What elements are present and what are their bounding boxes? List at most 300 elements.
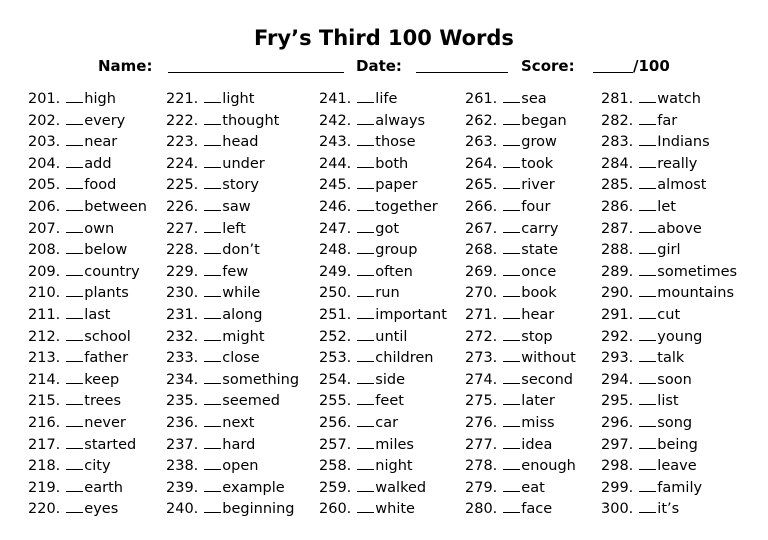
word-item <box>28 390 121 411</box>
word-number: 282. <box>601 112 634 129</box>
check-blank[interactable] <box>639 261 656 276</box>
word-number: 254. <box>319 371 352 388</box>
sight-word: cut <box>657 307 681 323</box>
check-blank[interactable] <box>503 412 520 427</box>
check-blank[interactable] <box>639 455 656 470</box>
word-number: 235. <box>166 393 199 410</box>
sight-word: idea <box>521 436 553 453</box>
sight-word: might <box>222 328 265 345</box>
check-blank[interactable] <box>204 110 221 125</box>
check-blank[interactable] <box>357 196 374 211</box>
word-number: 212. <box>28 328 61 345</box>
word-item <box>319 88 397 109</box>
check-blank[interactable] <box>357 282 374 297</box>
page-title: Fry’s Third 100 Words <box>254 26 514 50</box>
check-blank[interactable] <box>204 88 221 103</box>
word-item <box>166 434 255 455</box>
word-number: 296. <box>601 415 634 431</box>
check-blank[interactable] <box>204 131 221 146</box>
check-blank[interactable] <box>66 153 83 168</box>
word-item <box>601 412 692 433</box>
date-field[interactable] <box>416 72 508 73</box>
sight-word: almost <box>657 177 707 194</box>
word-number: 262. <box>465 112 498 129</box>
word-number: 300. <box>601 501 634 518</box>
check-blank[interactable] <box>66 218 83 233</box>
student-info-header <box>0 55 768 79</box>
word-number: 217. <box>28 436 61 453</box>
word-item <box>319 131 416 152</box>
sight-word: add <box>84 155 112 172</box>
word-item <box>166 282 260 303</box>
sight-word: face <box>521 501 553 518</box>
word-number: 231. <box>166 307 199 323</box>
word-number: 260. <box>319 501 352 518</box>
check-blank[interactable] <box>204 498 221 513</box>
check-blank[interactable] <box>503 153 520 168</box>
word-item <box>601 174 706 195</box>
check-blank[interactable] <box>204 347 221 362</box>
check-blank[interactable] <box>357 477 374 492</box>
word-item <box>166 174 259 195</box>
check-blank[interactable] <box>66 455 83 470</box>
check-blank[interactable] <box>357 347 374 362</box>
word-number: 228. <box>166 242 199 259</box>
sight-word: began <box>521 112 567 129</box>
sight-word: food <box>84 177 117 194</box>
word-item <box>28 498 118 519</box>
check-blank[interactable] <box>66 239 83 254</box>
word-number: 294. <box>601 371 634 388</box>
check-blank[interactable] <box>66 110 83 125</box>
check-blank[interactable] <box>66 174 83 189</box>
check-blank[interactable] <box>204 455 221 470</box>
word-number: 290. <box>601 285 634 302</box>
word-item <box>166 218 246 239</box>
sight-word: something <box>222 371 300 388</box>
check-blank[interactable] <box>503 88 520 103</box>
word-number: 256. <box>319 415 352 431</box>
word-item <box>465 174 555 195</box>
sight-word: light <box>222 91 255 107</box>
check-blank[interactable] <box>204 153 221 168</box>
check-blank[interactable] <box>357 455 374 470</box>
check-blank[interactable] <box>503 218 520 233</box>
check-blank[interactable] <box>639 434 656 449</box>
word-number: 248. <box>319 242 352 259</box>
word-item <box>166 261 248 282</box>
word-number: 251. <box>319 307 352 323</box>
sight-word: four <box>521 199 551 215</box>
check-blank[interactable] <box>357 369 374 384</box>
sight-word: never <box>84 415 126 431</box>
check-blank[interactable] <box>639 498 656 513</box>
word-number: 211. <box>28 307 61 323</box>
word-item <box>319 412 398 433</box>
check-blank[interactable] <box>503 131 520 146</box>
check-blank[interactable] <box>204 261 221 276</box>
check-blank[interactable] <box>639 153 656 168</box>
word-item <box>166 239 260 260</box>
word-item <box>601 282 734 303</box>
word-item <box>28 369 119 390</box>
word-number: 280. <box>465 501 498 518</box>
word-item <box>166 131 259 152</box>
check-blank[interactable] <box>204 239 221 254</box>
word-number: 257. <box>319 436 352 453</box>
word-item <box>465 498 552 519</box>
word-item <box>166 153 265 174</box>
sight-word: sea <box>521 91 547 107</box>
sight-word: last <box>84 307 111 323</box>
word-number: 261. <box>465 91 498 107</box>
word-item <box>28 239 127 260</box>
check-blank[interactable] <box>639 174 656 189</box>
sight-word: side <box>375 371 406 388</box>
sight-word: white <box>375 501 415 518</box>
sight-word: along <box>222 307 263 323</box>
word-number: 250. <box>319 285 352 302</box>
sight-word: close <box>222 350 260 367</box>
sight-word: sometimes <box>657 263 738 280</box>
word-number: 226. <box>166 199 199 215</box>
sight-word: walked <box>375 479 427 496</box>
sight-word: own <box>84 220 115 237</box>
check-blank[interactable] <box>66 434 83 449</box>
sight-word: saw <box>222 199 251 215</box>
sight-word: second <box>521 371 574 388</box>
word-item <box>28 326 131 347</box>
word-number: 283. <box>601 134 634 151</box>
check-blank[interactable] <box>639 412 656 427</box>
word-number: 221. <box>166 91 199 107</box>
check-blank[interactable] <box>639 131 656 146</box>
word-item <box>319 434 414 455</box>
sight-word: while <box>222 285 261 302</box>
check-blank[interactable] <box>357 153 374 168</box>
word-item <box>166 412 254 433</box>
sight-word: really <box>657 155 698 172</box>
sight-word: hard <box>222 436 256 453</box>
check-blank[interactable] <box>639 390 656 405</box>
word-number: 202. <box>28 112 61 129</box>
word-item <box>28 261 140 282</box>
word-item <box>465 261 556 282</box>
sight-word: earth <box>84 479 123 496</box>
sight-word: between <box>84 199 147 215</box>
sight-word: later <box>521 393 555 410</box>
check-blank[interactable] <box>357 88 374 103</box>
check-blank[interactable] <box>204 434 221 449</box>
check-blank[interactable] <box>357 390 374 405</box>
check-blank[interactable] <box>357 174 374 189</box>
sight-word: until <box>375 328 408 345</box>
word-number: 278. <box>465 458 498 475</box>
check-blank[interactable] <box>503 434 520 449</box>
check-blank[interactable] <box>357 434 374 449</box>
word-number: 243. <box>319 134 352 151</box>
word-number: 270. <box>465 285 498 302</box>
check-blank[interactable] <box>503 174 520 189</box>
word-item <box>319 196 438 217</box>
check-blank[interactable] <box>639 326 656 341</box>
word-number: 237. <box>166 436 199 453</box>
sight-word: high <box>84 91 116 107</box>
word-number: 286. <box>601 199 634 215</box>
check-blank[interactable] <box>66 390 83 405</box>
sight-word: every <box>84 112 126 129</box>
check-blank[interactable] <box>357 239 374 254</box>
word-number: 259. <box>319 479 352 496</box>
word-number: 224. <box>166 155 199 172</box>
word-item <box>601 347 684 368</box>
check-blank[interactable] <box>66 282 83 297</box>
sight-word: eyes <box>84 501 119 518</box>
check-blank[interactable] <box>639 239 656 254</box>
check-blank[interactable] <box>204 196 221 211</box>
word-item <box>465 347 576 368</box>
word-number: 242. <box>319 112 352 129</box>
word-item <box>465 326 553 347</box>
check-blank[interactable] <box>639 282 656 297</box>
word-item <box>601 153 697 174</box>
word-item <box>465 304 554 325</box>
word-item <box>601 390 679 411</box>
word-number: 297. <box>601 436 634 453</box>
sight-word: took <box>521 155 554 172</box>
word-number: 220. <box>28 501 61 518</box>
check-blank[interactable] <box>204 390 221 405</box>
word-number: 234. <box>166 371 199 388</box>
word-number: 214. <box>28 371 61 388</box>
word-number: 246. <box>319 199 352 215</box>
check-blank[interactable] <box>204 174 221 189</box>
check-blank[interactable] <box>66 304 83 319</box>
word-item <box>166 110 279 131</box>
sight-word: school <box>84 328 131 345</box>
check-blank[interactable] <box>204 369 221 384</box>
word-item <box>28 347 128 368</box>
word-item <box>28 282 129 303</box>
sight-word: let <box>657 199 676 215</box>
word-item <box>166 455 258 476</box>
check-blank[interactable] <box>639 88 656 103</box>
sight-word: group <box>375 242 418 259</box>
word-number: 206. <box>28 199 61 215</box>
check-blank[interactable] <box>204 304 221 319</box>
word-number: 204. <box>28 155 61 172</box>
word-number: 225. <box>166 177 199 194</box>
word-number: 287. <box>601 220 634 237</box>
check-blank[interactable] <box>639 477 656 492</box>
word-item <box>166 196 251 217</box>
word-item <box>166 304 262 325</box>
sight-word: list <box>657 393 679 410</box>
sight-word: seemed <box>222 393 280 410</box>
word-number: 247. <box>319 220 352 237</box>
check-blank[interactable] <box>503 304 520 319</box>
check-blank[interactable] <box>503 239 520 254</box>
sight-word: trees <box>84 393 122 410</box>
check-blank[interactable] <box>66 347 83 362</box>
word-item <box>28 196 147 217</box>
word-item <box>166 390 280 411</box>
word-item <box>465 153 553 174</box>
check-blank[interactable] <box>639 347 656 362</box>
word-number: 288. <box>601 242 634 259</box>
word-item <box>465 412 555 433</box>
word-item <box>601 369 692 390</box>
word-number: 207. <box>28 220 61 237</box>
sight-word: being <box>657 436 698 453</box>
sight-word: next <box>222 415 255 431</box>
check-blank[interactable] <box>357 131 374 146</box>
check-blank[interactable] <box>66 196 83 211</box>
sight-word: feet <box>375 393 404 410</box>
check-blank[interactable] <box>357 498 374 513</box>
sight-word: together <box>375 199 438 215</box>
check-blank[interactable] <box>204 326 221 341</box>
check-blank[interactable] <box>357 412 374 427</box>
check-blank[interactable] <box>357 261 374 276</box>
sight-word: miles <box>375 436 414 453</box>
word-item <box>319 110 425 131</box>
sight-word: often <box>375 263 413 280</box>
word-number: 268. <box>465 242 498 259</box>
sight-word: story <box>222 177 259 194</box>
word-item <box>601 434 698 455</box>
check-blank[interactable] <box>503 498 520 513</box>
word-item <box>465 131 557 152</box>
check-blank[interactable] <box>639 369 656 384</box>
word-number: 265. <box>465 177 498 194</box>
check-blank[interactable] <box>66 88 83 103</box>
sight-word: song <box>657 415 693 431</box>
word-item <box>28 110 125 131</box>
check-blank[interactable] <box>503 110 520 125</box>
check-blank[interactable] <box>503 390 520 405</box>
check-blank[interactable] <box>357 326 374 341</box>
check-blank[interactable] <box>503 196 520 211</box>
sight-word: city <box>84 458 111 475</box>
sight-word: paper <box>375 177 418 194</box>
sight-word: life <box>375 91 398 107</box>
word-item <box>319 455 413 476</box>
check-blank[interactable] <box>639 196 656 211</box>
sight-word: country <box>84 263 140 280</box>
check-blank[interactable] <box>66 477 83 492</box>
word-item <box>465 88 547 109</box>
name-label: Name: <box>98 57 153 75</box>
word-number: 201. <box>28 91 61 107</box>
check-blank[interactable] <box>204 218 221 233</box>
word-number: 295. <box>601 393 634 410</box>
sight-word: Indians <box>657 134 710 151</box>
sight-word: carry <box>521 220 559 237</box>
word-item <box>319 153 408 174</box>
word-number: 281. <box>601 91 634 107</box>
word-number: 245. <box>319 177 352 194</box>
word-item <box>601 261 737 282</box>
sight-word: night <box>375 458 413 475</box>
word-item <box>465 390 555 411</box>
sight-word: open <box>222 458 259 475</box>
word-item <box>601 110 677 131</box>
check-blank[interactable] <box>357 218 374 233</box>
check-blank[interactable] <box>503 369 520 384</box>
score-field[interactable] <box>593 72 633 73</box>
word-item <box>319 261 413 282</box>
check-blank[interactable] <box>204 282 221 297</box>
check-blank[interactable] <box>503 261 520 276</box>
word-item <box>601 88 701 109</box>
check-blank[interactable] <box>503 347 520 362</box>
word-item <box>601 196 676 217</box>
score-label: Score: <box>521 57 575 75</box>
check-blank[interactable] <box>66 131 83 146</box>
sight-word: plants <box>84 285 129 302</box>
check-blank[interactable] <box>503 477 520 492</box>
word-item <box>28 218 114 239</box>
check-blank[interactable] <box>204 477 221 492</box>
word-item <box>465 477 545 498</box>
check-blank[interactable] <box>204 412 221 427</box>
word-number: 269. <box>465 263 498 280</box>
word-item <box>465 369 573 390</box>
word-item <box>319 347 433 368</box>
word-number: 241. <box>319 91 352 107</box>
name-field[interactable] <box>168 72 344 73</box>
sight-word: book <box>521 285 557 302</box>
word-item <box>166 369 299 390</box>
sight-word: grow <box>521 134 557 151</box>
word-number: 209. <box>28 263 61 280</box>
word-item <box>319 477 426 498</box>
word-number: 208. <box>28 242 61 259</box>
word-item <box>465 434 552 455</box>
word-number: 252. <box>319 328 352 345</box>
check-blank[interactable] <box>66 498 83 513</box>
sight-word: family <box>657 479 703 496</box>
check-blank[interactable] <box>503 326 520 341</box>
check-blank[interactable] <box>357 304 374 319</box>
check-blank[interactable] <box>639 304 656 319</box>
check-blank[interactable] <box>503 455 520 470</box>
sight-word: few <box>222 263 249 280</box>
word-number: 291. <box>601 307 634 323</box>
word-number: 284. <box>601 155 634 172</box>
word-number: 266. <box>465 199 498 215</box>
check-blank[interactable] <box>357 110 374 125</box>
check-blank[interactable] <box>66 369 83 384</box>
check-blank[interactable] <box>66 261 83 276</box>
check-blank[interactable] <box>66 326 83 341</box>
check-blank[interactable] <box>66 412 83 427</box>
word-item <box>601 498 679 519</box>
word-number: 255. <box>319 393 352 410</box>
word-item <box>28 88 116 109</box>
sight-word: leave <box>657 458 697 475</box>
sight-word: without <box>521 350 576 367</box>
check-blank[interactable] <box>503 282 520 297</box>
check-blank[interactable] <box>639 218 656 233</box>
sight-word: those <box>375 134 416 151</box>
sight-word: thought <box>222 112 280 129</box>
check-blank[interactable] <box>639 110 656 125</box>
word-item <box>601 326 702 347</box>
sight-word: under <box>222 155 265 172</box>
word-item <box>319 218 399 239</box>
